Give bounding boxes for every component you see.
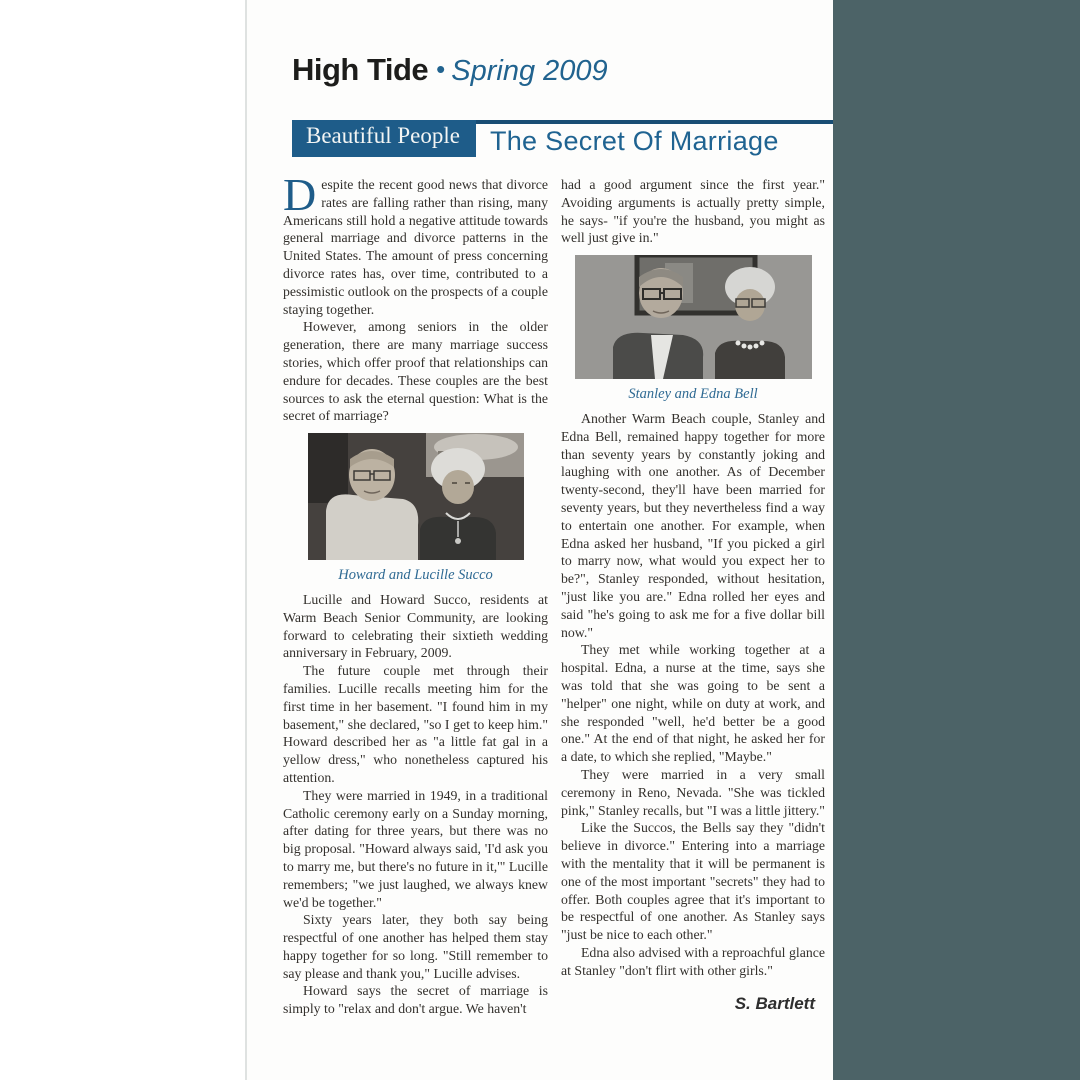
paragraph: Edna also advised with a reproachful glance at Stanley "don't flirt with other girls." xyxy=(561,944,825,978)
newsletter-page xyxy=(245,0,833,1080)
paragraph: Another Warm Beach couple, Stanley and Edna Bell, remained happy together for more than seventy years by constantly joking and laughing with one another. As of December twenty-second, they'll have been married for seventy years, but they nevertheless find a way to entertain one another. For example, when Edna asked her husband, "If you picked a girl to marry now, what would you expect her to be?", Stanley responded, without hesitation, "just like you are." Edna rolled her eyes and said "he's going to ask me for a five dollar bill now." xyxy=(561,410,825,640)
newsletter-title: High Tide xyxy=(292,52,429,87)
paragraph: Howard says the secret of marriage is simply to "relax and don't argue. We haven't xyxy=(283,983,548,1017)
paragraph: The future couple met through their families. Lucille recalls meeting him for the first time in her basement. "I found him in my basement," she declared, "so I get to keep him." Howard described her as "a little fat gal in a yellow dress," who nonetheless captured his attention. xyxy=(283,663,548,785)
photo-figure-succo xyxy=(283,433,548,585)
paragraph: They met while working together at a hospital. Edna, a nurse at the time, says she was told that she was going to be sent a "helper" one night, while on duty at work, and she responded "well, he'd better be a good one." At the end of that night, he asked her for a date, to which she replied, "Maybe." xyxy=(561,642,825,765)
paragraph: Lucille and Howard Succo, residents at Warm Beach Senior Community, are looking forward to celebrating their sixtieth wedding anniversary in February, 2009. xyxy=(283,591,548,661)
photo-figure-bell xyxy=(561,255,825,404)
paragraph: They were married in 1949, in a traditional Catholic ceremony early on a Sunday morning, after dating for three years, but there was no big proposal. "Howard always said, 'I'd ask you to marry me, but there's no future in it,'" Lucille remembers; "we just laughed, we always knew we'd be together." xyxy=(283,787,548,910)
paragraph: Sixty years later, they both say being respectful of one another has helped them stay happy together for so long. "Still remember to say please and thank you," Lucille advises. xyxy=(283,912,548,981)
masthead-bullet: • xyxy=(436,54,446,84)
paragraph: had a good argument since the first year." Avoiding arguments is actually pretty simple, he says- "if you're the husband, you might as well just give in." xyxy=(561,177,825,246)
right-column xyxy=(561,176,825,1018)
paragraph: They were married in a very small ceremony in Reno, Nevada. "She was tickled pink," Stanley recalls, but "I was a little jittery." xyxy=(561,766,825,818)
drop-cap: D xyxy=(283,169,317,220)
article-body xyxy=(283,169,825,1018)
paragraph xyxy=(283,169,548,318)
scan-backing-right xyxy=(833,0,1080,1080)
paragraph: Like the Succos, the Bells say they "didn't believe in divorce." Entering into a marriage with the mentality that it will be permanent is one of the most important "secrets" they had to offer. Both couples agree that it's important to be respectful of one another. As Stanley says "just be nice to each other." xyxy=(561,820,825,943)
masthead xyxy=(292,52,608,88)
left-column xyxy=(283,169,548,1018)
author-signature: S. Bartlett xyxy=(734,994,815,1014)
bell-photo xyxy=(575,255,812,379)
headline-rule xyxy=(476,120,833,157)
section-label: Beautiful People xyxy=(292,120,476,157)
issue-date: Spring 2009 xyxy=(451,55,608,87)
photo-caption: Stanley and Edna Bell xyxy=(628,386,758,403)
paragraph-text: espite the recent good news that divorce rates are falling rather than rising, many Americans still hold a negative attitude towards general marriage and divorce patterns in the United States. The amount of press concerning divorce rates has, over time, contributed to a pessimistic outlook on the prospects of a couple staying together. xyxy=(283,177,548,317)
section-header xyxy=(292,120,833,157)
photo-caption: Howard and Lucille Succo xyxy=(338,567,493,584)
succo-photo xyxy=(308,433,524,560)
paragraph: However, among seniors in the older generation, there are many marriage success stories, which offer proof that relationships can endure for decades. These couples are the best sources to ask the eternal question: What is the secret of marriage? xyxy=(283,319,548,424)
article-headline: The Secret Of Marriage xyxy=(489,126,779,156)
